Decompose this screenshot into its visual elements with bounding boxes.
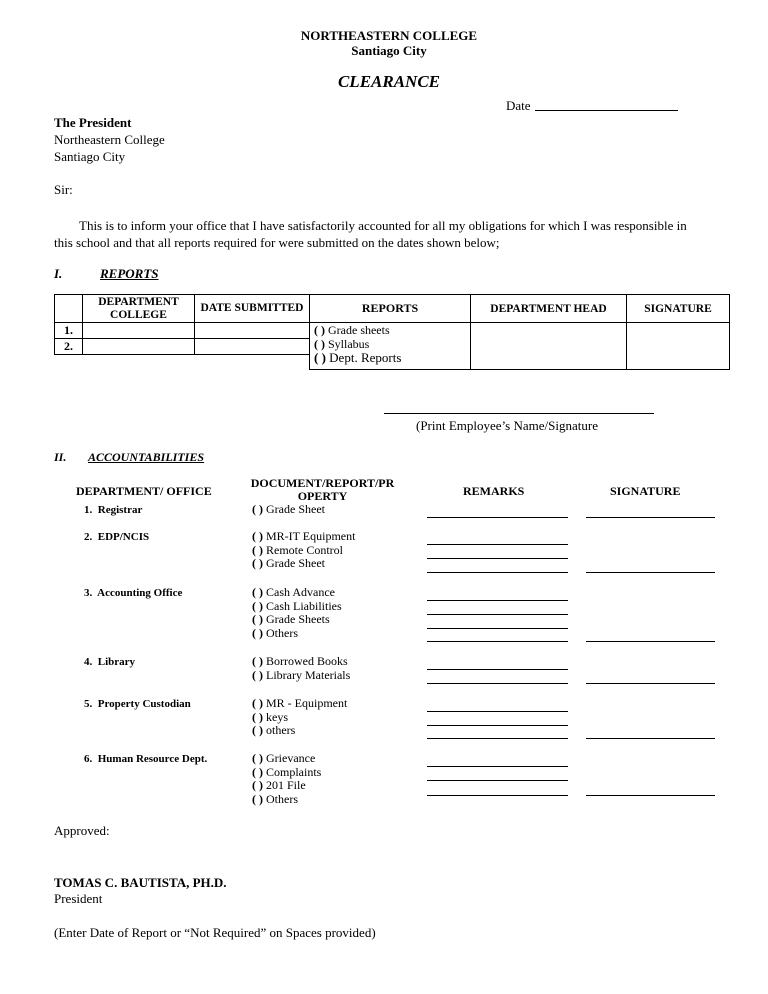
employee-signature-line[interactable] [384,413,654,414]
approver-position: President [54,891,103,906]
checkbox[interactable]: ( ) [314,323,325,337]
item: ( ) Remote Control [252,542,343,557]
item: ( ) Complaints [252,764,322,779]
checkbox[interactable]: ( ) [252,778,263,792]
remarks-line[interactable] [427,738,568,739]
checkbox[interactable]: ( ) [314,350,326,365]
remarks-header: REMARKS [463,484,525,498]
remarks-line[interactable] [427,766,568,767]
section1-number: I. [54,266,63,281]
report-item: ( ) Grade sheets [314,323,390,337]
item: ( ) Grade Sheets [252,612,330,626]
checkbox[interactable]: ( ) [252,585,263,599]
dept-college-header: DEPARTMENT COLLEGE [83,295,195,323]
date-field-line[interactable] [535,110,678,111]
signature-cell[interactable] [627,323,730,370]
remarks-line[interactable] [427,669,568,670]
item: ( ) Others [252,791,298,806]
reports-header: REPORTS [310,295,471,323]
checkbox[interactable]: ( ) [252,529,263,543]
signature-line[interactable] [586,517,715,518]
office-items [252,503,325,517]
office-name: 2. EDP/NCIS [84,531,150,543]
remarks-line[interactable] [427,517,568,518]
remarks-line[interactable] [427,795,568,796]
report-items-cell [310,323,471,370]
section1-title: REPORTS [100,266,159,281]
remarks-line[interactable] [427,614,568,615]
checkbox[interactable]: ( ) [252,654,263,668]
signature-line[interactable] [586,683,715,684]
checkbox[interactable]: ( ) [252,598,263,613]
checkbox[interactable]: ( ) [252,502,263,516]
remarks-line[interactable] [427,558,568,559]
signature-line[interactable] [586,572,715,573]
item: ( ) Library Materials [252,667,351,682]
report-item: ( ) Syllabus [314,336,370,351]
checkbox[interactable]: ( ) [252,696,263,710]
body-paragraph: This is to inform your office that I have satisfactorily accounted for all my obligations for which I was responsible in this school and that all reports required for were submitted on the dates shown below; [54,218,687,250]
office-name: 6. Human Resource Dept. [84,753,208,765]
remarks-line[interactable] [427,600,568,601]
date-submitted-cell[interactable] [195,323,310,339]
row-number: 2. [55,339,83,355]
footer-note: (Enter Date of Report or “Not Required” on Spaces provided) [54,925,376,940]
signature-header: SIGNATURE [627,295,730,323]
signature-line[interactable] [586,641,715,642]
addressee-line2: Santiago City [54,149,126,164]
remarks-line[interactable] [427,711,568,712]
remarks-line[interactable] [427,544,568,545]
dept-college-cell[interactable] [83,339,195,355]
remarks-line[interactable] [427,641,568,642]
checkbox[interactable]: ( ) [314,336,325,351]
signature-line[interactable] [586,738,715,739]
checkbox[interactable]: ( ) [252,709,263,724]
reports-table [54,294,730,370]
checkbox[interactable]: ( ) [252,667,263,682]
office-name: 1. Registrar [84,504,143,516]
report-item: ( ) Dept. Reports [314,350,402,365]
row-number: 1. [55,323,83,339]
signature-line[interactable] [586,795,715,796]
item: ( ) 201 File [252,778,306,792]
date-label: Date [506,98,531,113]
remarks-line[interactable] [427,683,568,684]
date-submitted-cell[interactable] [195,339,310,355]
dept-head-header: DEPARTMENT HEAD [471,295,627,323]
section2-title: ACCOUNTABILITIES [88,450,205,464]
item: ( ) Borrowed Books [252,654,348,668]
date-submitted-header: DATE SUBMITTED [195,295,310,323]
office-items [252,697,347,738]
addressee-line1: Northeastern College [54,132,165,147]
approved-label: Approved: [54,823,110,838]
remarks-line[interactable] [427,628,568,629]
checkbox[interactable]: ( ) [252,556,263,570]
salutation: Sir: [54,182,73,197]
office-items [252,586,342,640]
addressee-title: The President [54,115,132,130]
page-title: CLEARANCE [337,72,441,91]
item: ( ) Cash Liabilities [252,598,342,613]
checkbox[interactable]: ( ) [252,723,263,737]
remarks-line[interactable] [427,725,568,726]
document-header: DOCUMENT/REPORT/PROPERTY [250,476,395,503]
section2-number: II. [54,450,67,464]
item: ( ) Others [252,625,298,640]
checkbox[interactable]: ( ) [252,791,263,806]
checkbox[interactable]: ( ) [252,612,263,626]
office-name: 4. Library [84,656,136,668]
office-name: 3. Accounting Office [84,587,183,599]
approver-name: TOMAS C. BAUTISTA, PH.D. [54,875,227,890]
dept-college-cell[interactable] [83,323,195,339]
row-number-header [55,295,83,323]
signature-header: SIGNATURE [610,484,681,498]
college-name: NORTHEASTERN COLLEGE [300,28,478,43]
remarks-line[interactable] [427,780,568,781]
item: ( ) Grievance [252,751,316,765]
dept-head-cell[interactable] [471,323,627,370]
print-name-label: (Print Employee’s Name/Signature [416,418,598,433]
office-items [252,530,355,571]
checkbox[interactable]: ( ) [252,764,263,779]
item: ( ) others [252,723,296,737]
dept-office-header: DEPARTMENT/ OFFICE [76,484,212,498]
item: ( ) keys [252,709,288,724]
item: ( ) MR - Equipment [252,696,348,710]
item: ( ) Grade Sheet [252,556,325,570]
college-city: Santiago City [351,43,427,58]
checkbox[interactable]: ( ) [252,625,263,640]
office-name: 5. Property Custodian [84,698,191,710]
remarks-line[interactable] [427,572,568,573]
checkbox[interactable]: ( ) [252,751,263,765]
office-items [252,752,321,806]
item: ( ) Grade Sheet [252,502,325,516]
item: ( ) MR-IT Equipment [252,529,356,543]
office-items [252,655,350,682]
checkbox[interactable]: ( ) [252,542,263,557]
item: ( ) Cash Advance [252,585,335,599]
